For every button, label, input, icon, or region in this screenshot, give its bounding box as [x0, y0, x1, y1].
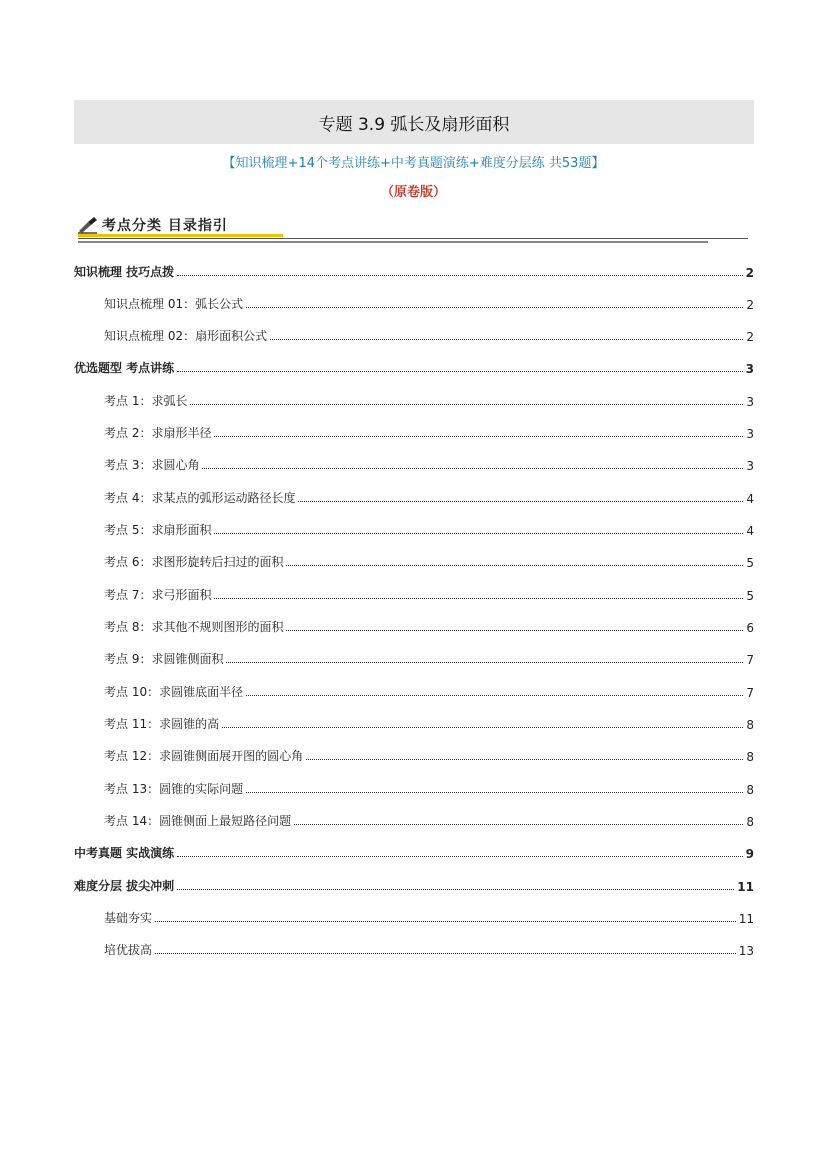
toc-entry[interactable] [74, 906, 754, 926]
title-bar [74, 100, 754, 144]
toc-entry-label: 优选题型 考点讲练 [74, 361, 175, 375]
toc-entry[interactable] [74, 841, 754, 861]
toc-leader-dots [155, 921, 736, 922]
toc-leader-dots [270, 339, 743, 340]
toc-entry[interactable] [74, 809, 754, 829]
toc-entry-label: 考点 13：圆锥的实际问题 [104, 782, 244, 796]
toc-leader-dots [177, 889, 734, 890]
toc-entry-page: 6 [746, 621, 754, 635]
toc-entry-label: 考点 11：求圆锥的高 [104, 717, 220, 731]
toc-entry-page: 3 [746, 427, 754, 441]
toc-entry[interactable] [74, 777, 754, 797]
toc-entry-page: 8 [746, 783, 754, 797]
toc-entry-label: 考点 6：求图形旋转后扫过的面积 [104, 555, 284, 569]
toc-entry-page: 9 [745, 847, 754, 861]
edition-label: （原卷版） [380, 185, 446, 200]
toc-entry-page: 8 [746, 750, 754, 764]
toc-entry[interactable] [74, 453, 754, 473]
toc-leader-dots [298, 501, 743, 502]
toc-leader-dots [294, 824, 743, 825]
header-rule [78, 238, 748, 239]
toc-entry[interactable] [74, 615, 754, 635]
toc-entry[interactable] [74, 421, 754, 441]
toc-entry[interactable] [74, 486, 754, 506]
toc-entry-page: 2 [746, 330, 754, 344]
toc-leader-dots [155, 953, 736, 954]
toc-leader-dots [246, 695, 743, 696]
toc-entry[interactable] [74, 744, 754, 764]
toc-leader-dots [286, 630, 743, 631]
toc-entry-label: 知识点梳理 02：扇形面积公式 [104, 329, 268, 343]
header-underline [78, 234, 283, 237]
toc-entry-label: 考点 10：求圆锥底面半径 [104, 685, 244, 699]
toc-leader-dots [246, 792, 743, 793]
toc-entry-page: 5 [746, 589, 754, 603]
toc-entry-page: 2 [745, 266, 754, 280]
toc-entry-page: 8 [746, 815, 754, 829]
toc-entry-label: 考点 4：求某点的弧形运动路径长度 [104, 491, 296, 505]
toc-entry-label: 知识点梳理 01：弧长公式 [104, 297, 244, 311]
toc-entry-label: 培优拔高 [104, 943, 153, 957]
toc-entry[interactable] [74, 260, 754, 280]
toc-entry-label: 考点 14：圆锥侧面上最短路径问题 [104, 814, 292, 828]
toc-entry-label: 考点 12：求圆锥侧面展开图的圆心角 [104, 749, 304, 763]
toc-leader-dots [202, 468, 743, 469]
toc-entry-page: 11 [738, 912, 754, 926]
toc-leader-dots [214, 436, 743, 437]
toc-entry-label: 中考真题 实战演练 [74, 846, 175, 860]
subtitle: 【知识梳理+14个考点讲练+中考真题演练+难度分层练 共53题】 [222, 156, 605, 171]
toc-entry-label: 考点 8：求其他不规则图形的面积 [104, 620, 284, 634]
toc-leader-dots [214, 598, 743, 599]
toc-entry[interactable] [74, 712, 754, 732]
toc-entry[interactable] [74, 356, 754, 376]
toc-entry-label: 考点 7：求弓形面积 [104, 588, 212, 602]
toc-entry[interactable] [74, 874, 754, 894]
toc-entry-label: 考点 9：求圆锥侧面积 [104, 652, 224, 666]
toc-entry[interactable] [74, 550, 754, 570]
section-header [78, 214, 228, 236]
toc-entry-label: 基础夯实 [104, 911, 153, 925]
toc-entry-page: 3 [746, 459, 754, 473]
toc-leader-dots [286, 565, 743, 566]
toc-entry-label: 考点 3：求圆心角 [104, 458, 200, 472]
toc-entry[interactable] [74, 647, 754, 667]
toc-leader-dots [222, 727, 743, 728]
toc-entry[interactable] [74, 583, 754, 603]
toc-leader-dots [226, 662, 743, 663]
toc-leader-dots [214, 533, 743, 534]
toc-entry-page: 7 [746, 686, 754, 700]
toc-entry[interactable] [74, 292, 754, 312]
toc-entry-page: 2 [746, 298, 754, 312]
toc-leader-dots [190, 404, 743, 405]
toc-entry-page: 4 [746, 524, 754, 538]
toc-leader-dots [177, 371, 742, 372]
toc-entry-page: 13 [738, 944, 754, 958]
toc-entry-label: 考点 5：求扇形面积 [104, 523, 212, 537]
toc-entry-page: 7 [746, 653, 754, 667]
toc-entry-page: 3 [746, 395, 754, 409]
toc-entry[interactable] [74, 389, 754, 409]
header-rule-secondary [78, 241, 708, 243]
toc-entry-page: 11 [737, 880, 754, 894]
toc-entry-page: 8 [746, 718, 754, 732]
toc-entry-label: 考点 2：求扇形半径 [104, 426, 212, 440]
toc-leader-dots [177, 856, 742, 857]
page-title: 专题 3.9 弧长及扇形面积 [318, 114, 510, 135]
section-header-text: 考点分类 目录指引 [102, 218, 228, 234]
toc-entry[interactable] [74, 324, 754, 344]
toc-entry-label: 难度分层 拔尖冲刺 [74, 879, 175, 893]
toc-entry-page: 3 [745, 362, 754, 376]
toc-entry-label: 考点 1：求弧长 [104, 394, 188, 408]
toc-leader-dots [306, 759, 743, 760]
toc-entry-page: 5 [746, 556, 754, 570]
toc-entry[interactable] [74, 938, 754, 958]
toc-entry[interactable] [74, 680, 754, 700]
toc-leader-dots [177, 275, 742, 276]
toc-entry-page: 4 [746, 492, 754, 506]
toc-entry-label: 知识梳理 技巧点拨 [74, 265, 175, 279]
toc-entry[interactable] [74, 518, 754, 538]
pen-book-icon [78, 216, 98, 234]
toc-leader-dots [246, 307, 743, 308]
